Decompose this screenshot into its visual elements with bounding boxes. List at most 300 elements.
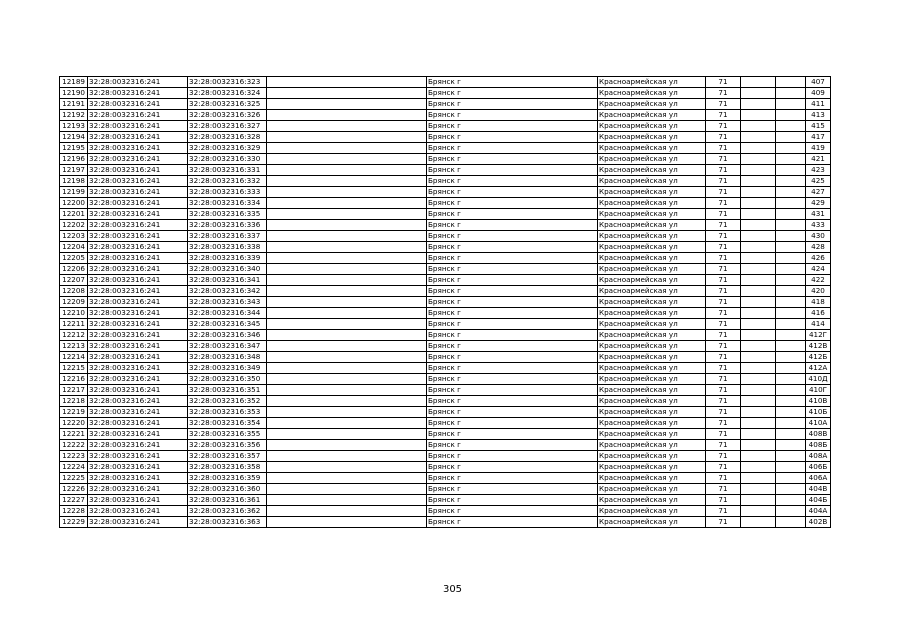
parent-cadastral-cell: 32:28:0032316:241 — [88, 352, 188, 363]
city-cell: Брянск г — [427, 506, 598, 517]
city-cell: Брянск г — [427, 198, 598, 209]
empty-cell — [776, 165, 806, 176]
parent-cadastral-cell: 32:28:0032316:241 — [88, 506, 188, 517]
empty-cell — [267, 352, 427, 363]
flat-number-cell: 414 — [806, 319, 831, 330]
parent-cadastral-cell: 32:28:0032316:241 — [88, 330, 188, 341]
flat-number-cell: 404А — [806, 506, 831, 517]
house-number-cell: 71 — [706, 462, 741, 473]
street-cell: Красноармейская ул — [598, 77, 706, 88]
flat-number-cell: 408Б — [806, 440, 831, 451]
table-row — [60, 198, 831, 209]
house-number-cell: 71 — [706, 99, 741, 110]
parent-cadastral-cell: 32:28:0032316:241 — [88, 495, 188, 506]
empty-cell — [776, 242, 806, 253]
row-number-cell: 12190 — [60, 88, 88, 99]
parent-cadastral-cell: 32:28:0032316:241 — [88, 396, 188, 407]
parent-cadastral-cell: 32:28:0032316:241 — [88, 220, 188, 231]
empty-cell — [741, 143, 776, 154]
empty-cell — [776, 429, 806, 440]
street-cell: Красноармейская ул — [598, 231, 706, 242]
empty-cell — [741, 308, 776, 319]
table-row — [60, 308, 831, 319]
empty-cell — [741, 418, 776, 429]
city-cell: Брянск г — [427, 121, 598, 132]
flat-number-cell: 404Б — [806, 495, 831, 506]
street-cell: Красноармейская ул — [598, 341, 706, 352]
row-number-cell: 12224 — [60, 462, 88, 473]
cadastral-number-cell: 32:28:0032316:344 — [188, 308, 267, 319]
house-number-cell: 71 — [706, 264, 741, 275]
city-cell: Брянск г — [427, 88, 598, 99]
empty-cell — [776, 451, 806, 462]
empty-cell — [741, 396, 776, 407]
street-cell: Красноармейская ул — [598, 286, 706, 297]
cadastral-number-cell: 32:28:0032316:331 — [188, 165, 267, 176]
house-number-cell: 71 — [706, 275, 741, 286]
empty-cell — [267, 143, 427, 154]
house-number-cell: 71 — [706, 396, 741, 407]
table-row — [60, 99, 831, 110]
empty-cell — [267, 297, 427, 308]
cadastral-number-cell: 32:28:0032316:338 — [188, 242, 267, 253]
house-number-cell: 71 — [706, 253, 741, 264]
cadastral-number-cell: 32:28:0032316:327 — [188, 121, 267, 132]
empty-cell — [267, 99, 427, 110]
empty-cell — [267, 319, 427, 330]
empty-cell — [267, 418, 427, 429]
city-cell: Брянск г — [427, 132, 598, 143]
house-number-cell: 71 — [706, 297, 741, 308]
page-number: 305 — [442, 584, 463, 595]
flat-number-cell: 404В — [806, 484, 831, 495]
table-row — [60, 319, 831, 330]
street-cell: Красноармейская ул — [598, 385, 706, 396]
flat-number-cell: 420 — [806, 286, 831, 297]
empty-cell — [267, 253, 427, 264]
city-cell: Брянск г — [427, 440, 598, 451]
empty-cell — [776, 88, 806, 99]
city-cell: Брянск г — [427, 286, 598, 297]
row-number-cell: 12207 — [60, 275, 88, 286]
house-number-cell: 71 — [706, 440, 741, 451]
house-number-cell: 71 — [706, 451, 741, 462]
city-cell: Брянск г — [427, 330, 598, 341]
flat-number-cell: 415 — [806, 121, 831, 132]
parent-cadastral-cell: 32:28:0032316:241 — [88, 99, 188, 110]
street-cell: Красноармейская ул — [598, 110, 706, 121]
table-row — [60, 121, 831, 132]
cadastral-number-cell: 32:28:0032316:339 — [188, 253, 267, 264]
table-row — [60, 517, 831, 528]
cadastral-number-cell: 32:28:0032316:348 — [188, 352, 267, 363]
house-number-cell: 71 — [706, 429, 741, 440]
house-number-cell: 71 — [706, 418, 741, 429]
city-cell: Брянск г — [427, 110, 598, 121]
city-cell: Брянск г — [427, 385, 598, 396]
flat-number-cell: 406А — [806, 473, 831, 484]
empty-cell — [267, 473, 427, 484]
empty-cell — [267, 407, 427, 418]
table-row — [60, 275, 831, 286]
empty-cell — [776, 77, 806, 88]
house-number-cell: 71 — [706, 154, 741, 165]
row-number-cell: 12200 — [60, 198, 88, 209]
city-cell: Брянск г — [427, 209, 598, 220]
street-cell: Красноармейская ул — [598, 462, 706, 473]
row-number-cell: 12202 — [60, 220, 88, 231]
street-cell: Красноармейская ул — [598, 308, 706, 319]
empty-cell — [741, 363, 776, 374]
parent-cadastral-cell: 32:28:0032316:241 — [88, 231, 188, 242]
table-row — [60, 154, 831, 165]
house-number-cell: 71 — [706, 286, 741, 297]
house-number-cell: 71 — [706, 341, 741, 352]
flat-number-cell: 402В — [806, 517, 831, 528]
city-cell: Брянск г — [427, 187, 598, 198]
flat-number-cell: 423 — [806, 165, 831, 176]
empty-cell — [741, 297, 776, 308]
table-row — [60, 286, 831, 297]
empty-cell — [267, 198, 427, 209]
table-row — [60, 352, 831, 363]
empty-cell — [267, 187, 427, 198]
empty-cell — [741, 341, 776, 352]
table-row — [60, 484, 831, 495]
parent-cadastral-cell: 32:28:0032316:241 — [88, 110, 188, 121]
row-number-cell: 12229 — [60, 517, 88, 528]
empty-cell — [741, 198, 776, 209]
empty-cell — [776, 99, 806, 110]
street-cell: Красноармейская ул — [598, 187, 706, 198]
city-cell: Брянск г — [427, 143, 598, 154]
empty-cell — [741, 451, 776, 462]
empty-cell — [267, 429, 427, 440]
parent-cadastral-cell: 32:28:0032316:241 — [88, 132, 188, 143]
flat-number-cell: 410В — [806, 396, 831, 407]
parent-cadastral-cell: 32:28:0032316:241 — [88, 88, 188, 99]
house-number-cell: 71 — [706, 143, 741, 154]
row-number-cell: 12201 — [60, 209, 88, 220]
row-number-cell: 12194 — [60, 132, 88, 143]
empty-cell — [267, 88, 427, 99]
empty-cell — [741, 154, 776, 165]
parent-cadastral-cell: 32:28:0032316:241 — [88, 517, 188, 528]
city-cell: Брянск г — [427, 418, 598, 429]
street-cell: Красноармейская ул — [598, 407, 706, 418]
table-row — [60, 451, 831, 462]
empty-cell — [741, 517, 776, 528]
parent-cadastral-cell: 32:28:0032316:241 — [88, 297, 188, 308]
table-row — [60, 363, 831, 374]
row-number-cell: 12227 — [60, 495, 88, 506]
flat-number-cell: 412А — [806, 363, 831, 374]
street-cell: Красноармейская ул — [598, 176, 706, 187]
cadastral-number-cell: 32:28:0032316:354 — [188, 418, 267, 429]
city-cell: Брянск г — [427, 319, 598, 330]
table-row — [60, 253, 831, 264]
table-row — [60, 473, 831, 484]
parent-cadastral-cell: 32:28:0032316:241 — [88, 154, 188, 165]
empty-cell — [267, 275, 427, 286]
house-number-cell: 71 — [706, 176, 741, 187]
street-cell: Красноармейская ул — [598, 330, 706, 341]
row-number-cell: 12198 — [60, 176, 88, 187]
empty-cell — [267, 231, 427, 242]
empty-cell — [776, 352, 806, 363]
empty-cell — [776, 517, 806, 528]
empty-cell — [267, 264, 427, 275]
flat-number-cell: 412Б — [806, 352, 831, 363]
table-row — [60, 440, 831, 451]
flat-number-cell: 407 — [806, 77, 831, 88]
table-row — [60, 110, 831, 121]
empty-cell — [741, 110, 776, 121]
empty-cell — [741, 220, 776, 231]
empty-cell — [776, 209, 806, 220]
house-number-cell: 71 — [706, 209, 741, 220]
house-number-cell: 71 — [706, 187, 741, 198]
city-cell: Брянск г — [427, 264, 598, 275]
row-number-cell: 12196 — [60, 154, 88, 165]
empty-cell — [776, 187, 806, 198]
row-number-cell: 12215 — [60, 363, 88, 374]
row-number-cell: 12205 — [60, 253, 88, 264]
house-number-cell: 71 — [706, 308, 741, 319]
house-number-cell: 71 — [706, 495, 741, 506]
empty-cell — [267, 286, 427, 297]
house-number-cell: 71 — [706, 319, 741, 330]
empty-cell — [741, 462, 776, 473]
empty-cell — [776, 220, 806, 231]
street-cell: Красноармейская ул — [598, 506, 706, 517]
empty-cell — [741, 473, 776, 484]
empty-cell — [267, 220, 427, 231]
empty-cell — [267, 308, 427, 319]
city-cell: Брянск г — [427, 462, 598, 473]
empty-cell — [776, 440, 806, 451]
empty-cell — [741, 264, 776, 275]
table-row — [60, 429, 831, 440]
street-cell: Красноармейская ул — [598, 319, 706, 330]
parent-cadastral-cell: 32:28:0032316:241 — [88, 418, 188, 429]
cadastral-number-cell: 32:28:0032316:347 — [188, 341, 267, 352]
cadastral-number-cell: 32:28:0032316:326 — [188, 110, 267, 121]
city-cell: Брянск г — [427, 517, 598, 528]
house-number-cell: 71 — [706, 352, 741, 363]
street-cell: Красноармейская ул — [598, 517, 706, 528]
cadastral-number-cell: 32:28:0032316:358 — [188, 462, 267, 473]
empty-cell — [741, 330, 776, 341]
street-cell: Красноармейская ул — [598, 275, 706, 286]
flat-number-cell: 417 — [806, 132, 831, 143]
city-cell: Брянск г — [427, 429, 598, 440]
house-number-cell: 71 — [706, 165, 741, 176]
city-cell: Брянск г — [427, 253, 598, 264]
row-number-cell: 12217 — [60, 385, 88, 396]
street-cell: Красноармейская ул — [598, 440, 706, 451]
city-cell: Брянск г — [427, 374, 598, 385]
cadastral-number-cell: 32:28:0032316:360 — [188, 484, 267, 495]
empty-cell — [741, 121, 776, 132]
street-cell: Красноармейская ул — [598, 253, 706, 264]
table-body — [60, 77, 831, 528]
empty-cell — [267, 341, 427, 352]
empty-cell — [267, 363, 427, 374]
house-number-cell: 71 — [706, 88, 741, 99]
house-number-cell: 71 — [706, 198, 741, 209]
row-number-cell: 12216 — [60, 374, 88, 385]
parent-cadastral-cell: 32:28:0032316:241 — [88, 484, 188, 495]
table-row — [60, 231, 831, 242]
empty-cell — [267, 440, 427, 451]
flat-number-cell: 422 — [806, 275, 831, 286]
row-number-cell: 12218 — [60, 396, 88, 407]
empty-cell — [776, 473, 806, 484]
parent-cadastral-cell: 32:28:0032316:241 — [88, 143, 188, 154]
cadastral-number-cell: 32:28:0032316:350 — [188, 374, 267, 385]
flat-number-cell: 413 — [806, 110, 831, 121]
city-cell: Брянск г — [427, 451, 598, 462]
empty-cell — [776, 297, 806, 308]
table-row — [60, 396, 831, 407]
empty-cell — [741, 506, 776, 517]
empty-cell — [741, 88, 776, 99]
empty-cell — [267, 242, 427, 253]
cadastral-number-cell: 32:28:0032316:355 — [188, 429, 267, 440]
house-number-cell: 71 — [706, 330, 741, 341]
empty-cell — [267, 330, 427, 341]
city-cell: Брянск г — [427, 341, 598, 352]
table-row — [60, 385, 831, 396]
empty-cell — [267, 132, 427, 143]
street-cell: Красноармейская ул — [598, 242, 706, 253]
flat-number-cell: 410Г — [806, 385, 831, 396]
cadastral-number-cell: 32:28:0032316:357 — [188, 451, 267, 462]
row-number-cell: 12189 — [60, 77, 88, 88]
parent-cadastral-cell: 32:28:0032316:241 — [88, 77, 188, 88]
empty-cell — [267, 396, 427, 407]
row-number-cell: 12197 — [60, 165, 88, 176]
empty-cell — [741, 484, 776, 495]
row-number-cell: 12199 — [60, 187, 88, 198]
table-row — [60, 242, 831, 253]
flat-number-cell: 408А — [806, 451, 831, 462]
cadastral-number-cell: 32:28:0032316:324 — [188, 88, 267, 99]
empty-cell — [267, 451, 427, 462]
empty-cell — [741, 176, 776, 187]
flat-number-cell: 424 — [806, 264, 831, 275]
cadastral-number-cell: 32:28:0032316:352 — [188, 396, 267, 407]
parent-cadastral-cell: 32:28:0032316:241 — [88, 451, 188, 462]
flat-number-cell: 412В — [806, 341, 831, 352]
street-cell: Красноармейская ул — [598, 363, 706, 374]
empty-cell — [776, 154, 806, 165]
flat-number-cell: 410А — [806, 418, 831, 429]
city-cell: Брянск г — [427, 220, 598, 231]
row-number-cell: 12219 — [60, 407, 88, 418]
empty-cell — [267, 484, 427, 495]
empty-cell — [776, 308, 806, 319]
table-row — [60, 374, 831, 385]
row-number-cell: 12213 — [60, 341, 88, 352]
flat-number-cell: 428 — [806, 242, 831, 253]
empty-cell — [776, 374, 806, 385]
empty-cell — [776, 495, 806, 506]
row-number-cell: 12206 — [60, 264, 88, 275]
street-cell: Красноармейская ул — [598, 451, 706, 462]
flat-number-cell: 410Б — [806, 407, 831, 418]
empty-cell — [776, 121, 806, 132]
cadastral-number-cell: 32:28:0032316:356 — [188, 440, 267, 451]
table-row — [60, 132, 831, 143]
flat-number-cell: 416 — [806, 308, 831, 319]
empty-cell — [741, 165, 776, 176]
cadastral-number-cell: 32:28:0032316:351 — [188, 385, 267, 396]
street-cell: Красноармейская ул — [598, 374, 706, 385]
street-cell: Красноармейская ул — [598, 495, 706, 506]
city-cell: Брянск г — [427, 396, 598, 407]
table-row — [60, 407, 831, 418]
parent-cadastral-cell: 32:28:0032316:241 — [88, 275, 188, 286]
row-number-cell: 12212 — [60, 330, 88, 341]
parent-cadastral-cell: 32:28:0032316:241 — [88, 253, 188, 264]
cadastral-number-cell: 32:28:0032316:334 — [188, 198, 267, 209]
city-cell: Брянск г — [427, 308, 598, 319]
empty-cell — [776, 418, 806, 429]
empty-cell — [267, 165, 427, 176]
parent-cadastral-cell: 32:28:0032316:241 — [88, 473, 188, 484]
table-row — [60, 88, 831, 99]
row-number-cell: 12209 — [60, 297, 88, 308]
empty-cell — [776, 253, 806, 264]
parent-cadastral-cell: 32:28:0032316:241 — [88, 242, 188, 253]
cadastral-number-cell: 32:28:0032316:346 — [188, 330, 267, 341]
empty-cell — [741, 286, 776, 297]
empty-cell — [267, 374, 427, 385]
house-number-cell: 71 — [706, 374, 741, 385]
table-row — [60, 187, 831, 198]
table-row — [60, 297, 831, 308]
cadastral-number-cell: 32:28:0032316:332 — [188, 176, 267, 187]
parent-cadastral-cell: 32:28:0032316:241 — [88, 440, 188, 451]
empty-cell — [741, 231, 776, 242]
empty-cell — [267, 385, 427, 396]
row-number-cell: 12228 — [60, 506, 88, 517]
street-cell: Красноармейская ул — [598, 143, 706, 154]
city-cell: Брянск г — [427, 495, 598, 506]
house-number-cell: 71 — [706, 132, 741, 143]
house-number-cell: 71 — [706, 77, 741, 88]
street-cell: Красноармейская ул — [598, 352, 706, 363]
cadastral-number-cell: 32:28:0032316:337 — [188, 231, 267, 242]
empty-cell — [776, 176, 806, 187]
empty-cell — [776, 231, 806, 242]
flat-number-cell: 431 — [806, 209, 831, 220]
empty-cell — [741, 429, 776, 440]
city-cell: Брянск г — [427, 165, 598, 176]
registry-table — [59, 76, 831, 528]
flat-number-cell: 419 — [806, 143, 831, 154]
house-number-cell: 71 — [706, 363, 741, 374]
cadastral-number-cell: 32:28:0032316:325 — [188, 99, 267, 110]
cadastral-number-cell: 32:28:0032316:363 — [188, 517, 267, 528]
house-number-cell: 71 — [706, 385, 741, 396]
parent-cadastral-cell: 32:28:0032316:241 — [88, 319, 188, 330]
flat-number-cell: 425 — [806, 176, 831, 187]
cadastral-number-cell: 32:28:0032316:342 — [188, 286, 267, 297]
flat-number-cell: 429 — [806, 198, 831, 209]
